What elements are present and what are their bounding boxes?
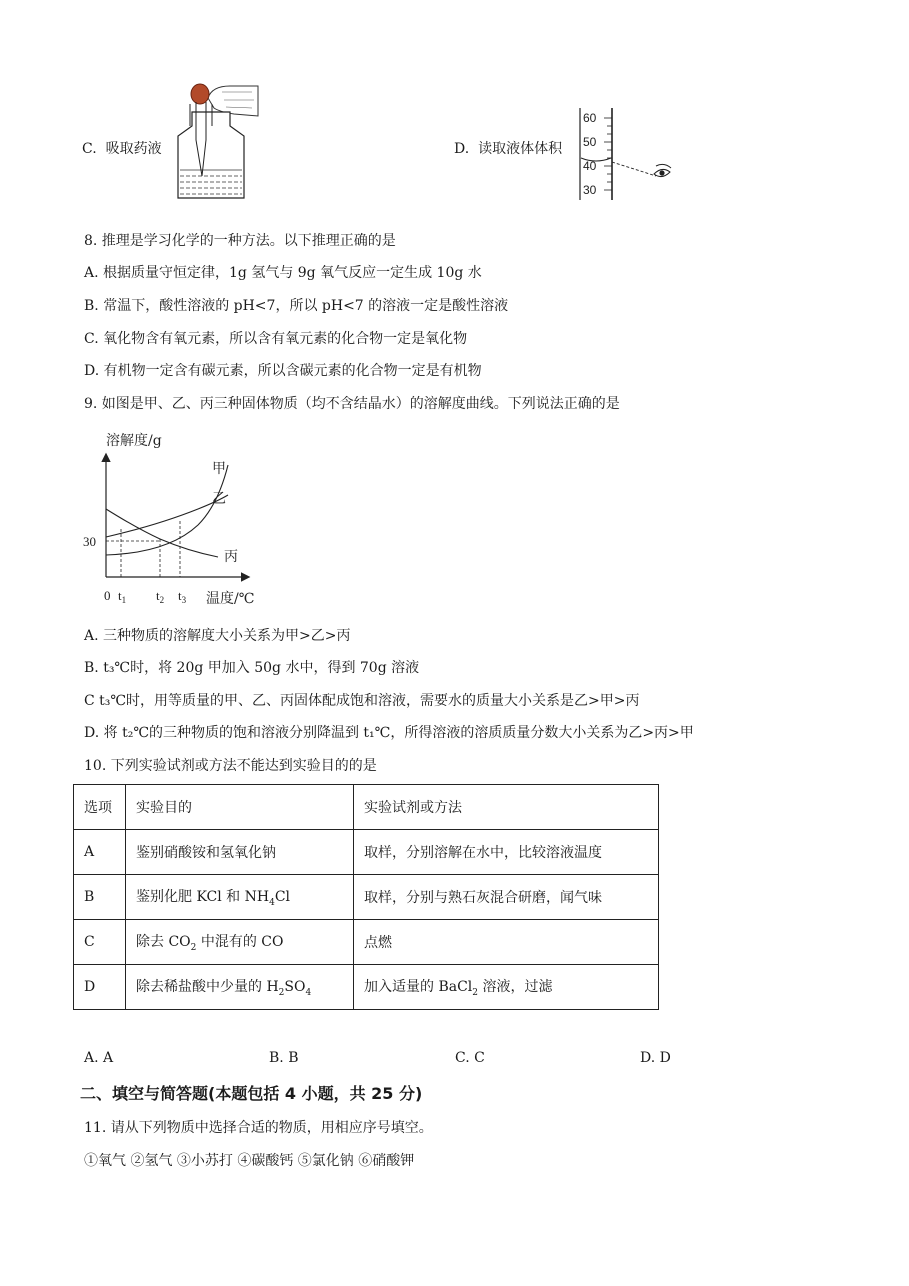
row-method: 取样，分别与熟石灰混合研磨，闻气味 — [354, 875, 659, 920]
dropper-bottle-figure — [172, 80, 262, 202]
q8-option-a[interactable]: A. 根据质量守恒定律，1g 氢气与 9g 氧气反应一定生成 10g 水 — [84, 265, 482, 281]
graph-t2: $t_2$ — [156, 588, 165, 605]
q8-option-b[interactable]: B. 常温下，酸性溶液的 pH<7，所以 pH<7 的溶液一定是酸性溶液 — [84, 298, 509, 314]
row-purpose: 除去 $CO_2$ 中混有的 CO — [126, 920, 354, 965]
table-header-row — [74, 785, 659, 830]
q9-stem: 9. 如图是甲、乙、丙三种固体物质（均不含结晶水）的溶解度曲线。下列说法正确的是 — [84, 396, 620, 412]
q11-stem: 11. 请从下列物质中选择合适的物质，用相应序号填空。 — [84, 1120, 433, 1136]
row-method: 取样，分别溶解在水中，比较溶液温度 — [354, 830, 659, 875]
header-option: 选项 — [74, 785, 126, 830]
label-bing: 丙 — [224, 549, 238, 565]
graph-xlabel: 温度/℃ — [206, 591, 255, 607]
q11-items: ①氧气 ②氢气 ③小苏打 ④碳酸钙 ⑤氯化钠 ⑥硝酸钾 — [84, 1153, 415, 1169]
header-method: 实验试剂或方法 — [354, 785, 659, 830]
label-yi: 乙 — [212, 491, 226, 507]
experiment-table — [73, 784, 659, 1010]
row-method: 点燃 — [354, 920, 659, 965]
tick-30: 30 — [583, 183, 597, 197]
row-purpose: 鉴别硝酸铵和氢氧化钠 — [126, 830, 354, 875]
row-method: 加入适量的 BaCl$_2$ 溶液，过滤 — [354, 965, 659, 1010]
table-row — [74, 920, 659, 965]
q7-option-d — [454, 138, 562, 158]
row-purpose: 鉴别化肥 KCl 和 $NH_4Cl$ — [126, 875, 354, 920]
graph-t3: $t_3$ — [178, 588, 187, 605]
q8-stem: 8. 推理是学习化学的一种方法。以下推理正确的是 — [84, 233, 396, 249]
q9-option-a[interactable]: A. 三种物质的溶解度大小关系为甲>乙>丙 — [84, 628, 351, 644]
q10-answer-d[interactable]: D. D — [640, 1050, 671, 1066]
tick-50: 50 — [583, 135, 597, 149]
q9-option-c[interactable]: C t₃℃时，用等质量的甲、乙、丙固体配成饱和溶液，需要水的质量大小关系是乙>甲>丙 — [84, 693, 640, 709]
q7-d-text: 读取液体体积 — [478, 141, 563, 157]
graph-t1: $t_1$ — [118, 588, 127, 605]
row-purpose: 除去稀盐酸中少量的 $H_2SO_4$ — [126, 965, 354, 1010]
header-purpose: 实验目的 — [126, 785, 354, 830]
tick-40: 40 — [583, 159, 597, 173]
table-row — [74, 965, 659, 1010]
q10-answer-c[interactable]: C. C — [455, 1050, 485, 1066]
q7-d-label: D. — [454, 141, 470, 157]
table-row — [74, 875, 659, 920]
q10-answer-b[interactable]: B. B — [269, 1050, 299, 1066]
bottle-icon — [178, 112, 244, 198]
q9-option-b[interactable]: B. t₃℃时，将 20g 甲加入 50g 水中，得到 70g 溶液 — [84, 660, 420, 676]
graph-y-tick: 30 — [83, 534, 96, 549]
q8-option-d[interactable]: D. 有机物一定含有碳元素，所以含碳元素的化合物一定是有机物 — [84, 363, 482, 379]
row-option: A — [74, 830, 126, 875]
label-jia: 甲 — [212, 461, 226, 477]
solubility-curve-graph — [78, 425, 278, 610]
q10-answer-a[interactable]: A. A — [84, 1050, 114, 1066]
graduated-cylinder-figure — [576, 106, 676, 202]
row-option: D — [74, 965, 126, 1010]
graph-ylabel: 溶解度/g — [106, 433, 162, 449]
q9-option-d[interactable]: D. 将 t₂℃的三种物质的饱和溶液分别降温到 t₁℃，所得溶液的溶质质量分数大小关系为乙>丙>甲 — [84, 725, 694, 741]
row-option: C — [74, 920, 126, 965]
q10-stem: 10. 下列实验试剂或方法不能达到实验目的的是 — [84, 758, 377, 774]
table-row — [74, 830, 659, 875]
row-option: B — [74, 875, 126, 920]
q7-option-c — [82, 138, 162, 158]
curve-yi — [106, 495, 228, 537]
tick-60: 60 — [583, 111, 597, 125]
rubber-bulb-icon — [191, 84, 209, 104]
q8-option-c[interactable]: C. 氧化物含有氧元素，所以含有氧元素的化合物一定是氧化物 — [84, 331, 468, 347]
q7-c-label: C. — [82, 141, 97, 157]
q7-c-text: 吸取药液 — [105, 141, 162, 157]
graph-origin: 0 — [104, 588, 111, 603]
section-title: 二、填空与简答题(本题包括 4 小题，共 25 分) — [80, 1084, 423, 1103]
